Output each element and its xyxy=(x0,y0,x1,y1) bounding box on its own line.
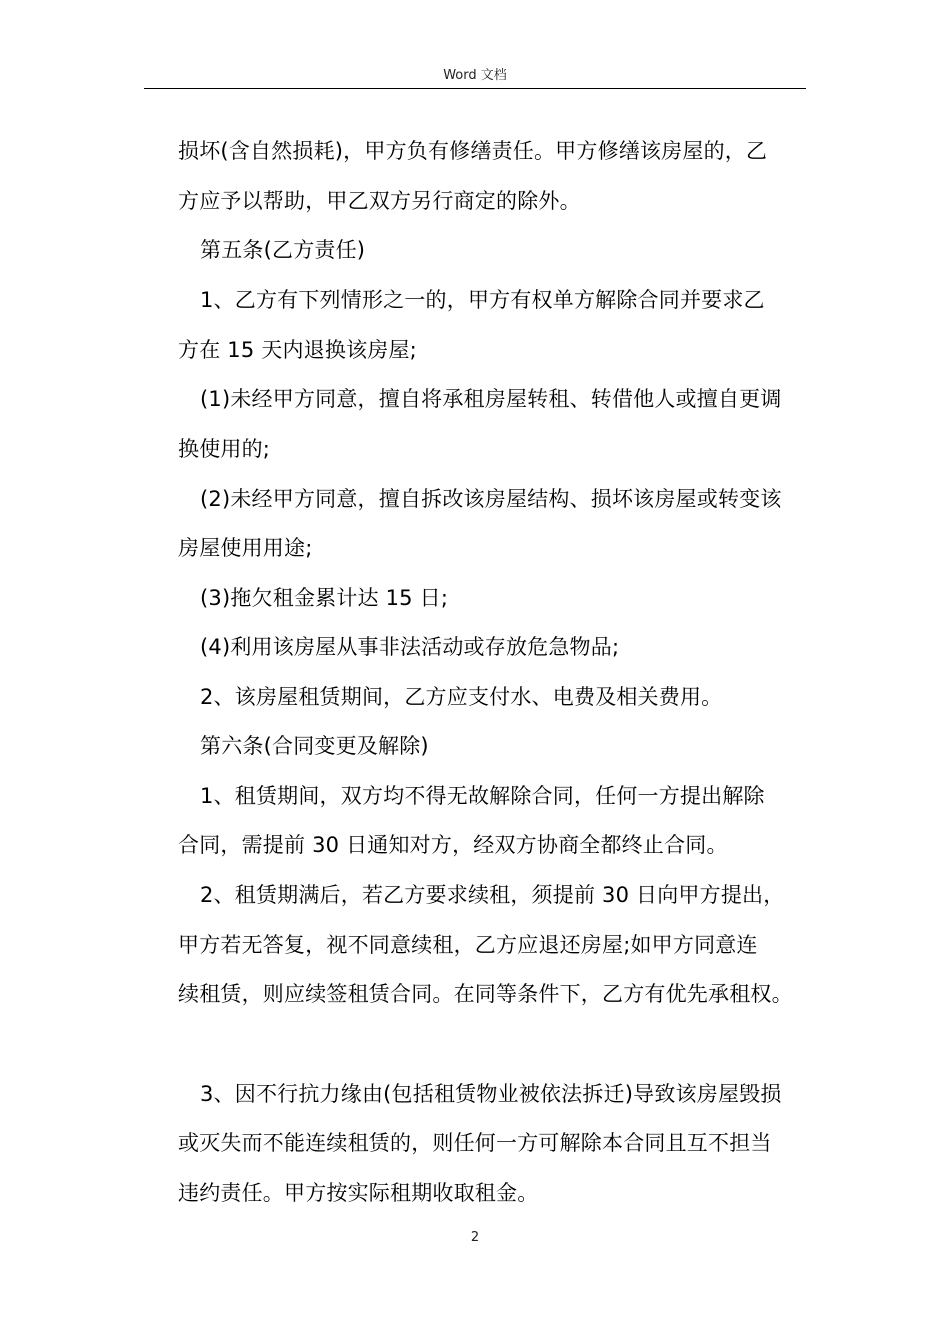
paragraph-line: (2)未经甲方同意，擅自拆改该房屋结构、损坏该房屋或转变该 xyxy=(200,487,782,511)
paragraph-line: 合同，需提前 30 日通知对方，经双方协商全都终止合同。 xyxy=(178,833,728,857)
paragraph-line: (3)拖欠租金累计达 15 日; xyxy=(200,586,449,610)
header-divider xyxy=(144,88,806,89)
paragraph-line: 1、乙方有下列情形之一的，甲方有权单方解除合同并要求乙 xyxy=(200,288,765,312)
paragraph-line: 损坏(含自然损耗)，甲方负有修缮责任。甲方修缮该房屋的，乙 xyxy=(178,139,768,163)
paragraph-line: 2、该房屋租赁期间，乙方应支付水、电费及相关费用。 xyxy=(200,685,723,709)
paragraph-line: (1)未经甲方同意，擅自将承租房屋转租、转借他人或擅自更调 xyxy=(200,387,782,411)
section-heading: 第六条(合同变更及解除) xyxy=(200,734,429,758)
paragraph-line: 房屋使用用途; xyxy=(178,536,313,560)
paragraph-line: 方应予以帮助，甲乙双方另行商定的除外。 xyxy=(178,189,581,213)
paragraph-line: 3、因不行抗力缘由(包括租赁物业被依法拆迁)导致该房屋毁损 xyxy=(200,1082,782,1106)
paragraph-line: 方在 15 天内退换该房屋; xyxy=(178,338,417,362)
document-header-title: Word 文档 xyxy=(443,68,507,83)
paragraph-line: 2、租赁期满后，若乙方要求续租，须提前 30 日向甲方提出， xyxy=(200,883,785,907)
paragraph-line: 或灭失而不能连续租赁的，则任何一方可解除本合同且互不担当 xyxy=(178,1131,772,1155)
paragraph-line: 换使用的; xyxy=(178,437,271,461)
paragraph-line: 违约责任。甲方按实际租期收取租金。 xyxy=(178,1181,539,1205)
paragraph-line: 1、租赁期间，双方均不得无故解除合同，任何一方提出解除 xyxy=(200,784,765,808)
paragraph-line: (4)利用该房屋从事非法活动或存放危急物品; xyxy=(200,635,620,659)
paragraph-line: 甲方若无答复，视不同意续租，乙方应退还房屋;如甲方同意连 xyxy=(178,933,758,957)
section-heading: 第五条(乙方责任) xyxy=(200,238,366,262)
paragraph-line: 续租赁，则应续签租赁合同。在同等条件下，乙方有优先承租权。 xyxy=(178,982,793,1006)
page-number: 2 xyxy=(470,1230,480,1245)
